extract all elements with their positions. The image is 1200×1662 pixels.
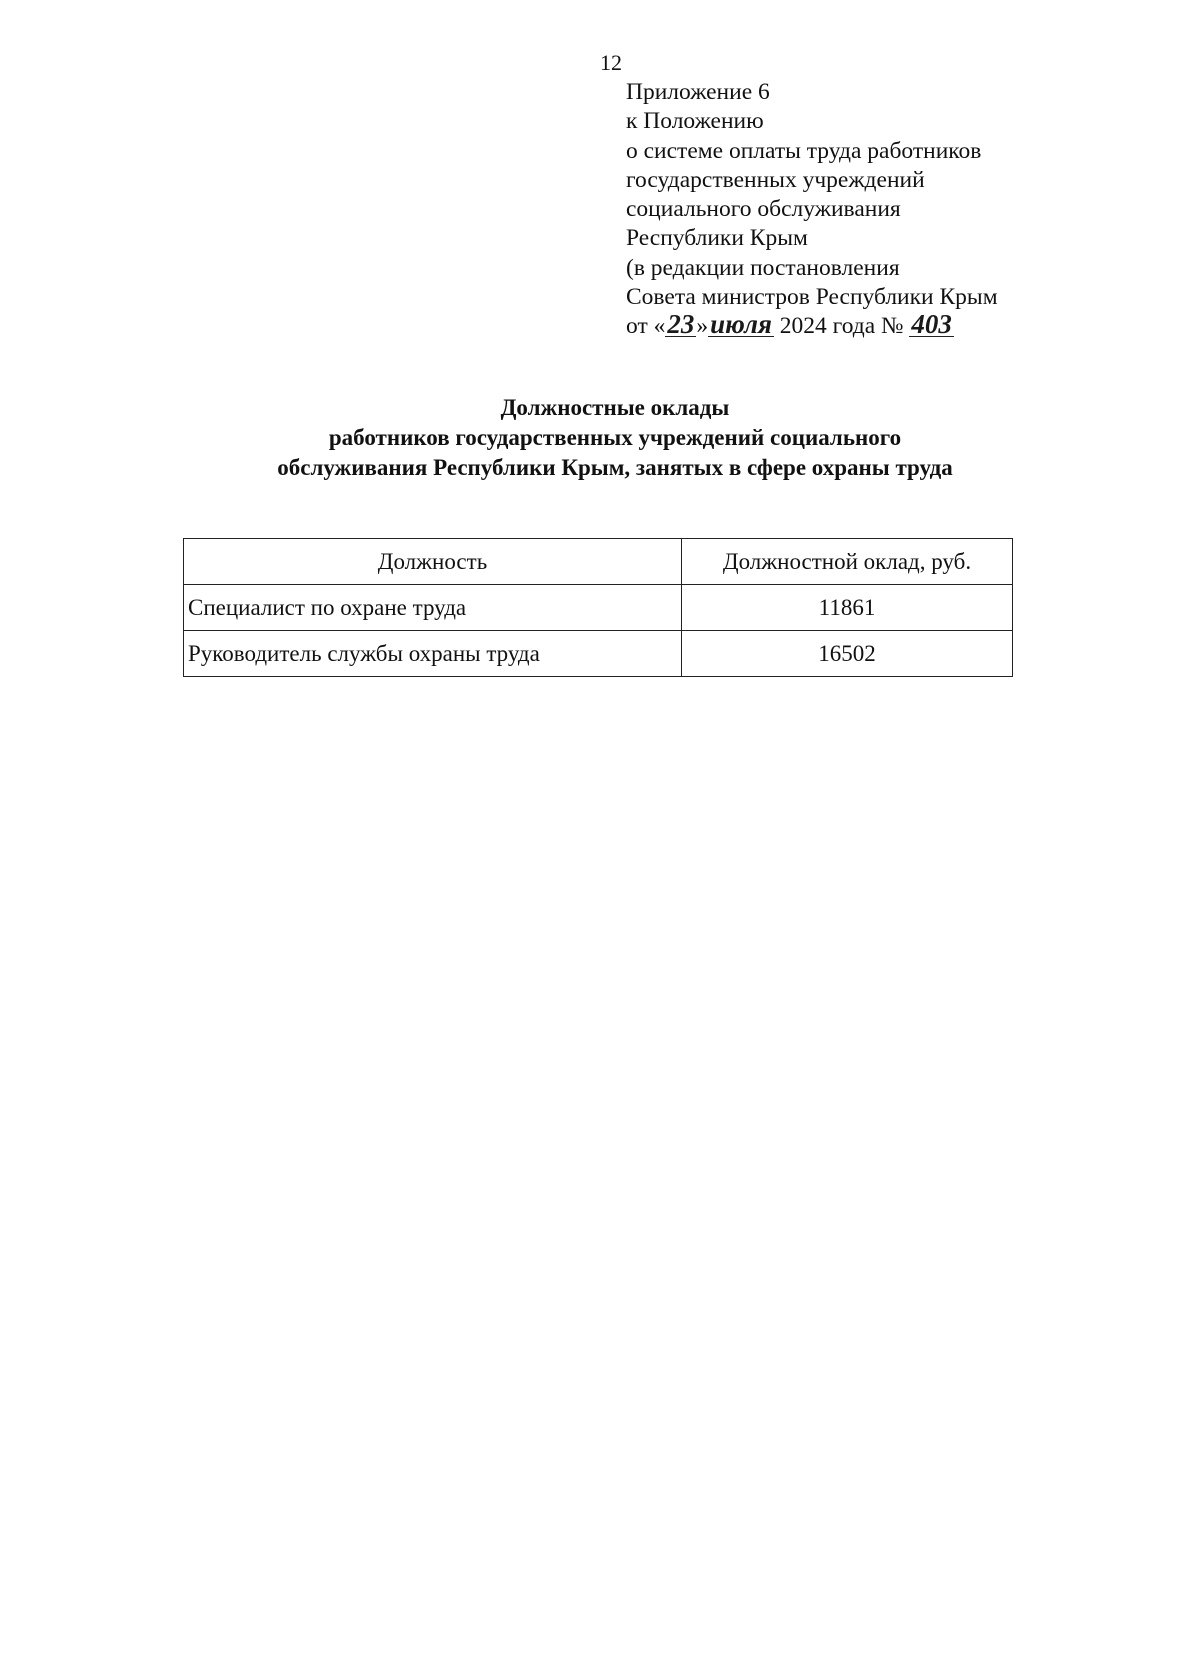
handwritten-day: 23	[667, 309, 695, 340]
header-line: Совета министров Республики Крым	[626, 284, 998, 311]
table-row	[184, 631, 1013, 677]
salary-cell: 16502	[682, 631, 1013, 677]
column-header-salary: Должностной оклад, руб.	[682, 539, 1013, 585]
header-line: Приложение 6	[626, 79, 770, 105]
appendix-header	[626, 78, 998, 342]
header-line: Республики Крым	[626, 225, 808, 252]
document-title	[200, 393, 1030, 483]
date-line	[626, 309, 998, 341]
table-header-row	[184, 539, 1013, 585]
page-number: 12	[600, 50, 622, 75]
date-year: 2024 года №	[773, 313, 910, 340]
handwritten-doc-number: 403	[911, 309, 952, 340]
table-row	[184, 585, 1013, 631]
header-line: социального обслуживания	[626, 196, 901, 223]
header-line: о системе оплаты труда работников	[626, 137, 982, 164]
header-line: к Положению	[626, 108, 764, 135]
title-line: обслуживания Республики Крым, занятых в сфере охраны труда	[277, 455, 953, 480]
handwritten-month: июля	[710, 309, 772, 340]
salary-cell: 11861	[682, 585, 1013, 631]
title-line: Должностные оклады	[500, 395, 730, 420]
position-cell: Специалист по охране труда	[184, 585, 682, 631]
header-line: государственных учреждений	[626, 166, 925, 193]
salary-table	[183, 538, 1013, 677]
position-cell: Руководитель службы охраны труда	[184, 631, 682, 677]
column-header-position: Должность	[184, 539, 682, 585]
title-line: работников государственных учреждений социального	[328, 425, 902, 450]
date-mid: »	[696, 313, 709, 340]
date-prefix: от «	[626, 313, 666, 340]
header-line: (в редакции постановления	[626, 254, 900, 281]
